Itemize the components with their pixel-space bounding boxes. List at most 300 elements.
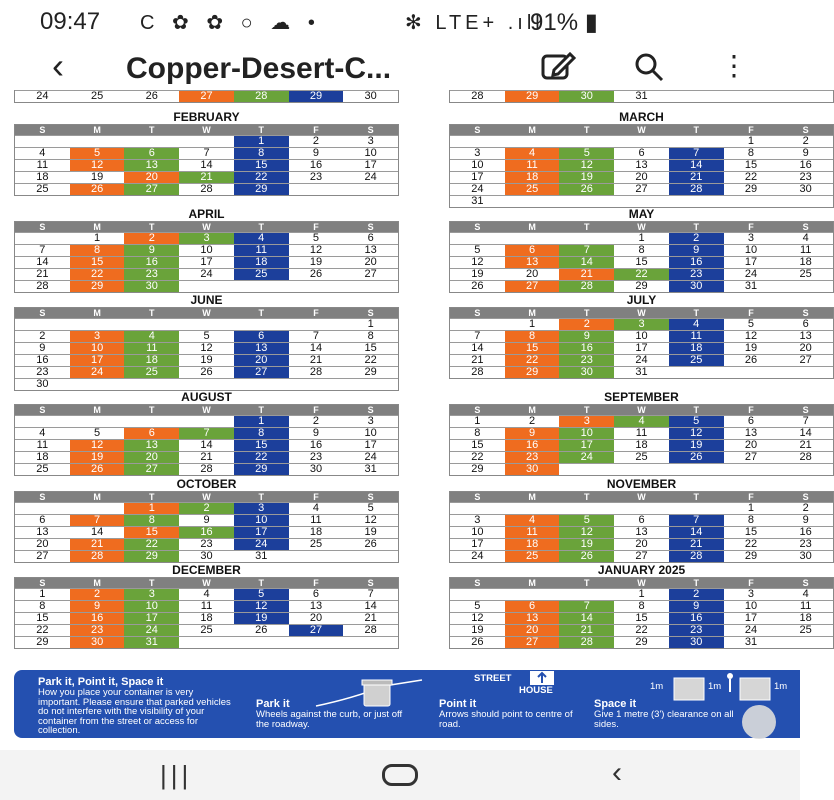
weekday-label: T [149,222,155,232]
edit-icon[interactable] [538,50,578,84]
status-time: 09:47 [40,8,101,35]
day-cell: 6 [638,514,645,526]
weekday-header [15,492,398,502]
day-cell: 1 [234,416,289,427]
day-cell: 6 [802,318,809,330]
week-row [15,171,398,183]
day-cell: 29 [36,636,49,648]
day-cell: 24 [635,354,648,366]
month-grid [449,404,834,476]
day-cell: 4 [505,148,560,159]
day-cell: 31 [364,463,377,475]
day-cell: 12 [669,428,724,439]
search-icon[interactable] [630,50,670,84]
day-cell: 26 [559,184,614,195]
week-row [15,90,398,102]
day-cell: 16 [124,257,179,268]
day-cell: 8 [70,245,125,256]
day-cell: 2 [559,319,614,330]
day-cell: 11 [234,245,289,256]
day-cell: 16 [559,343,614,354]
day-cell: 27 [124,184,179,195]
day-cell: 19 [234,613,289,624]
day-cell [669,196,724,207]
signal-icons: ✻ LTE+ .ıll [405,12,544,34]
weekday-label: T [584,578,590,588]
day-cell: 28 [200,463,213,475]
day-cell [559,196,614,207]
day-cell: 12 [559,160,614,171]
day-cell: 4 [312,502,320,514]
space-it-body: Give 1 metre (3') clearance on all sides. [594,709,734,730]
day-cell: 31 [124,637,179,648]
day-cell: 5 [234,589,289,600]
day-cell: 9 [39,342,46,354]
month-title: OCTOBER [176,477,237,491]
day-cell: 4 [203,588,210,600]
weekday-label: T [258,578,264,588]
day-cell [778,196,833,207]
month-grid [449,124,834,208]
week-row [450,90,833,102]
day-cell: 23 [669,625,724,636]
day-cell: 19 [90,171,104,183]
weekday-label: W [637,492,646,502]
day-cell: 15 [635,256,648,268]
day-cell: 22 [744,538,758,550]
weekday-label: W [202,308,211,318]
weekday-label: T [693,578,699,588]
bins-spacing-illustration [670,672,800,700]
weekday-label: T [258,492,264,502]
day-cell: 8 [638,244,645,256]
cart-at-curb-illustration [314,676,424,710]
day-cell [450,136,505,147]
day-cell: 10 [70,343,125,354]
day-cell: 22 [234,452,289,463]
app-bar [0,44,800,90]
day-cell: 11 [669,331,724,342]
day-cell: 10 [124,601,179,612]
day-cell: 21 [179,172,234,183]
day-cell: 18 [36,171,49,183]
day-cell: 13 [124,160,179,171]
weekday-label: S [474,308,481,318]
day-cell: 3 [234,503,289,514]
day-cell: 15 [36,612,49,624]
weekday-label: F [748,405,754,415]
weekday-label: M [528,492,536,502]
day-cell: 27 [179,91,234,102]
weekday-label: S [367,492,374,502]
day-cell: 25 [799,624,812,636]
week-row [450,415,833,427]
day-cell [559,503,614,514]
day-cell: 20 [309,612,323,624]
day-cell: 7 [179,428,234,439]
day-cell: 7 [39,244,46,256]
month-grid [449,90,834,103]
day-cell: 28 [669,184,724,195]
month-grid [14,221,399,293]
day-cell: 9 [70,601,125,612]
day-cell: 15 [744,526,758,538]
day-cell: 27 [635,183,648,195]
weekday-label: T [149,308,155,318]
day-cell: 29 [289,91,344,102]
day-cell: 11 [799,244,812,256]
day-cell: 5 [474,244,481,256]
day-cell: 30 [309,463,323,475]
day-cell: 14 [200,159,213,171]
day-cell: 18 [124,355,179,366]
day-cell [289,319,344,330]
scroll-handle[interactable] [742,705,776,739]
day-cell: 1 [638,232,645,244]
month-title: MARCH [619,110,664,124]
day-cell: 23 [309,451,323,463]
arrow-back-icon[interactable]: ‹ [52,45,64,86]
day-cell: 13 [635,159,648,171]
day-cell: 31 [635,366,648,378]
day-cell: 19 [471,624,484,636]
day-cell: 18 [309,526,323,538]
day-cell [778,91,833,102]
weekday-label: S [367,308,374,318]
day-cell: 23 [669,269,724,280]
day-cell [289,637,344,648]
week-row [450,232,833,244]
day-cell: 10 [364,427,377,439]
day-cell: 30 [70,637,125,648]
day-cell: 26 [70,464,125,475]
day-cell [179,637,234,648]
day-cell: 19 [559,172,614,183]
document-view[interactable] [0,90,812,750]
day-cell: 25 [36,183,49,195]
day-cell: 12 [471,256,484,268]
weekday-header [450,222,833,232]
day-cell: 8 [505,331,560,342]
day-cell: 7 [669,148,724,159]
weekday-label: S [474,578,481,588]
day-cell: 3 [367,415,374,427]
day-cell: 30 [799,183,812,195]
day-cell: 22 [364,354,377,366]
day-cell: 24 [471,550,484,562]
day-cell [289,184,344,195]
day-cell: 19 [669,440,724,451]
day-cell: 17 [70,355,125,366]
day-cell: 9 [312,147,320,159]
day-cell: 6 [312,588,320,600]
day-cell: 10 [744,244,758,256]
month-grid [449,221,834,293]
day-cell [179,281,234,292]
day-cell [450,319,505,330]
day-cell: 3 [179,233,234,244]
day-cell: 4 [39,427,46,439]
day-cell: 10 [200,244,213,256]
day-cell: 6 [367,232,374,244]
day-cell: 7 [559,601,614,612]
day-cell: 5 [367,502,374,514]
weekday-label: M [93,222,101,232]
day-cell: 15 [635,612,648,624]
week-row [15,268,398,280]
day-cell: 27 [124,464,179,475]
day-cell: 28 [234,91,289,102]
day-cell: 2 [179,503,234,514]
day-cell: 2 [802,502,809,514]
day-cell [778,637,833,648]
day-cell: 9 [669,245,724,256]
day-cell: 28 [364,624,377,636]
day-cell [124,379,179,390]
day-cell: 2 [312,135,320,147]
day-cell: 14 [200,439,213,451]
weekday-label: S [39,125,46,135]
day-cell: 30 [364,90,377,102]
week-row [450,451,833,463]
day-cell: 27 [36,550,49,562]
day-cell [70,136,125,147]
day-cell: 25 [505,551,560,562]
day-cell [450,589,505,600]
day-cell: 18 [36,451,49,463]
day-cell [614,464,669,475]
day-cell [124,136,179,147]
week-row [450,280,833,292]
week-row [450,538,833,550]
day-cell: 18 [669,343,724,354]
day-cell: 7 [559,245,614,256]
day-cell: 4 [669,319,724,330]
day-cell: 23 [124,269,179,280]
week-row [15,280,398,292]
weekday-label: M [528,222,536,232]
weekday-label: F [748,308,754,318]
day-cell: 11 [505,160,560,171]
weekday-label: W [202,125,211,135]
day-cell: 20 [364,256,377,268]
day-cell: 31 [744,636,758,648]
day-cell: 6 [638,147,645,159]
day-cell: 30 [799,550,812,562]
weekday-label: F [748,578,754,588]
weekday-label: W [637,578,646,588]
day-cell: 13 [124,440,179,451]
day-cell: 20 [505,625,560,636]
week-row [15,378,398,390]
day-cell: 3 [474,147,481,159]
day-cell: 20 [124,172,179,183]
day-cell: 12 [234,601,289,612]
day-cell: 29 [364,366,377,378]
day-cell: 30 [36,378,49,390]
day-cell: 4 [614,416,669,427]
day-cell: 26 [145,90,158,102]
more-vert-icon[interactable]: ⋮ [720,50,748,81]
day-cell: 6 [505,601,560,612]
day-cell: 12 [309,244,323,256]
day-cell: 2 [39,330,46,342]
week-row [15,415,398,427]
day-cell: 21 [309,354,323,366]
day-cell: 26 [559,551,614,562]
day-cell: 26 [471,280,484,292]
container-placement-info [14,670,800,738]
day-cell [505,233,560,244]
day-cell [724,196,779,207]
day-cell [124,416,179,427]
week-row [15,526,398,538]
day-cell: 24 [744,268,758,280]
day-cell: 29 [124,551,179,562]
day-cell: 1 [94,232,101,244]
month-title: AUGUST [181,390,232,404]
week-row [450,171,833,183]
weekday-label: M [528,578,536,588]
week-row [450,330,833,342]
day-cell: 13 [364,244,377,256]
day-cell: 31 [255,550,268,562]
day-cell: 17 [234,527,289,538]
day-cell: 8 [234,148,289,159]
day-cell: 2 [669,233,724,244]
info-title: Park it, Point it, Space it [38,676,164,688]
weekday-label: M [93,578,101,588]
day-cell: 23 [505,452,560,463]
day-cell: 22 [234,172,289,183]
day-cell: 8 [234,428,289,439]
day-cell: 17 [200,256,213,268]
week-row [450,636,833,648]
day-cell: 27 [364,268,377,280]
day-cell: 21 [669,172,724,183]
nav-back-icon[interactable]: ‹ [612,756,622,789]
day-cell: 22 [471,451,484,463]
day-cell: 4 [39,147,46,159]
day-cell: 14 [364,600,377,612]
day-cell: 7 [802,415,809,427]
day-cell: 28 [200,183,213,195]
weekday-label: T [258,405,264,415]
weekday-label: T [584,125,590,135]
day-cell: 29 [744,183,758,195]
space-it-title: Space it [594,698,637,710]
weekday-label: W [637,405,646,415]
day-cell: 18 [234,257,289,268]
weekday-label: S [474,125,481,135]
day-cell: 14 [559,613,614,624]
weekday-label: T [258,308,264,318]
day-cell: 27 [744,451,758,463]
weekday-header [15,405,398,415]
weekday-label: M [93,405,101,415]
week-row [15,451,398,463]
day-cell: 20 [525,268,539,280]
month-title: JANUARY 2025 [597,563,686,577]
day-cell: 14 [799,427,812,439]
point-it-body: Arrows should point to centre of road. [439,709,573,730]
day-cell: 20 [36,538,49,550]
day-cell: 22 [70,269,125,280]
day-cell [614,136,669,147]
info-body: How you place your container is very important. Please ensure that parked vehicles do not interfere with the visibility of your container from the street or access for collection. [38,687,231,736]
weekday-label: W [637,308,646,318]
day-cell [289,379,344,390]
day-cell: 12 [364,514,377,526]
partial-month-row [14,90,399,103]
day-cell: 14 [90,526,104,538]
weekday-label: T [258,222,264,232]
week-row [15,588,398,600]
day-cell: 27 [234,367,289,378]
month-grid [14,404,399,476]
weekday-label: S [802,222,809,232]
day-cell: 4 [505,515,560,526]
week-row [15,256,398,268]
day-cell: 2 [529,415,536,427]
month-title: MAY [628,207,655,221]
weekday-label: M [528,308,536,318]
weekday-label: T [693,222,699,232]
day-cell: 19 [744,342,758,354]
day-cell [450,233,505,244]
weekday-label: T [149,492,155,502]
day-cell: 9 [505,428,560,439]
day-cell: 25 [36,463,49,475]
day-cell: 20 [234,355,289,366]
day-cell: 5 [312,232,320,244]
day-cell: 7 [474,330,481,342]
recents-icon[interactable]: ||| [160,760,193,790]
notification-icons: C ✿ ✿ ○ ☁ • [140,12,321,34]
day-cell: 5 [559,148,614,159]
day-cell: 1 [367,318,374,330]
day-cell [179,416,234,427]
week-row [450,183,833,195]
day-cell: 24 [744,624,758,636]
week-row [450,624,833,636]
day-cell: 29 [635,280,648,292]
day-cell: 18 [505,172,560,183]
day-cell: 16 [669,613,724,624]
park-it-title: Park it [256,698,290,710]
weekday-label: T [149,405,155,415]
day-cell [614,196,669,207]
day-cell: 16 [309,439,323,451]
month-block [14,390,399,476]
day-cell: 21 [471,354,484,366]
week-row [450,256,833,268]
day-cell: 25 [505,184,560,195]
day-cell: 23 [799,171,812,183]
month-title: JUNE [190,293,223,307]
day-cell: 21 [364,612,377,624]
day-cell [70,319,125,330]
month-block [14,110,399,196]
day-cell [343,551,398,562]
navigation-bar [0,750,800,800]
home-icon[interactable] [382,764,418,786]
week-row [15,600,398,612]
day-cell [15,416,70,427]
day-cell: 13 [505,613,560,624]
week-row [450,514,833,526]
day-cell: 27 [799,354,812,366]
